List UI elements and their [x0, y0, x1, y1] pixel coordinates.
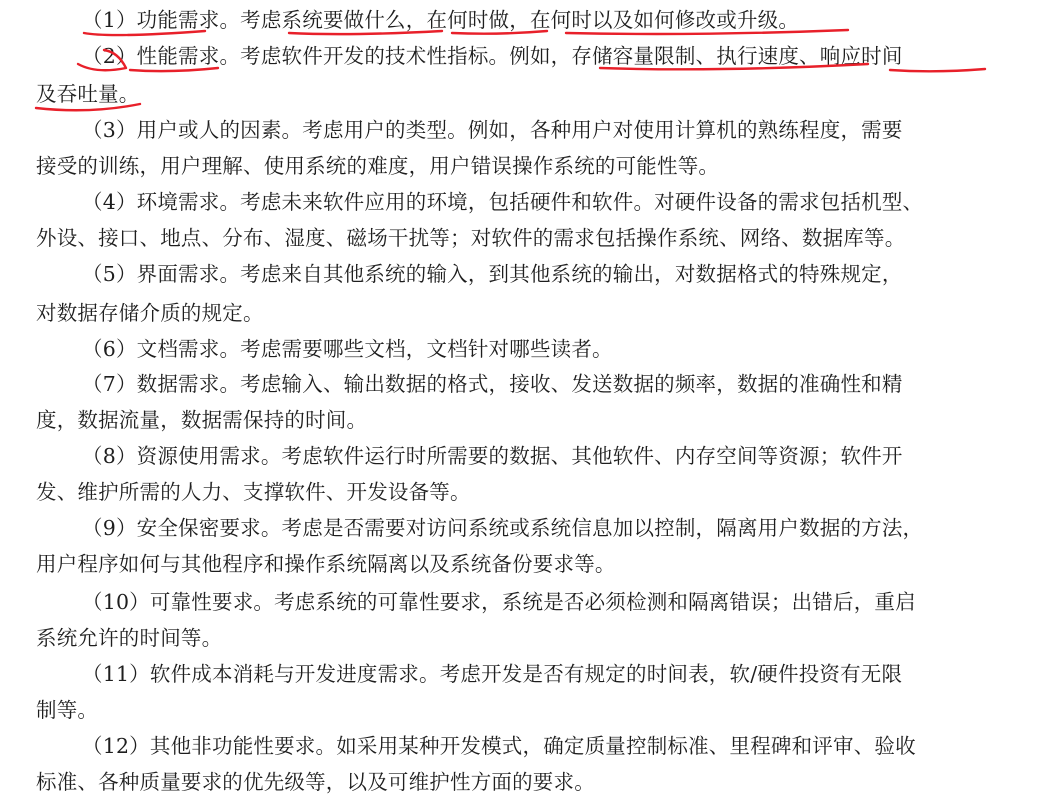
underline-p2-throughput	[36, 104, 140, 110]
paragraph-12-number: （12）	[82, 734, 150, 758]
paragraph-8-text-line-1: 资源使用需求。考虑软件运行时所需要的数据、其他软件、内存空间等资源；软件开	[136, 444, 903, 468]
paragraph-12-text-line-1: 其他非功能性要求。如采用某种开发模式，确定质量控制标准、里程碑和评审、验收	[149, 734, 916, 758]
paragraph-7-number: （7）	[82, 372, 137, 396]
paragraph-5-text-line-2: 对数据存储介质的规定。	[36, 301, 264, 325]
paragraph-4-text-line-1: 环境需求。考虑未来软件应用的环境，包括硬件和软件。对硬件设备的需求包括机型、	[136, 190, 924, 214]
underline-p1-how	[566, 30, 848, 34]
paragraph-6-number: （6）	[82, 337, 137, 361]
paragraph-3-text-line-2: 接受的训练，用户理解、使用系统的难度，用户错误操作系统的可能性等。	[36, 154, 720, 178]
paragraph-11-text-line-2: 制等。	[36, 698, 99, 722]
underline-p2-number	[78, 50, 126, 70]
paragraph-7-text-line-2: 度，数据流量，数据需保持的时间。	[36, 408, 368, 432]
paragraph-10-text-line-2: 系统允许的时间等。	[36, 626, 223, 650]
paragraph-9-number: （9）	[82, 516, 137, 540]
underline-p1-number	[84, 31, 205, 35]
paragraph-11-number: （11）	[82, 662, 150, 686]
paragraph-7-text-line-1: 数据需求。考虑输入、输出数据的格式，接收、发送数据的频率，数据的准确性和精	[136, 372, 903, 396]
paragraph-8-text-line-2: 发、维护所需的人力、支撑软件、开发设备等。	[36, 480, 471, 504]
paragraph-10-text-line-1: 可靠性要求。考虑系统的可靠性要求，系统是否必须检测和隔离错误；出错后，重启	[149, 590, 916, 614]
paragraph-5-text-line-1: 界面需求。考虑来自其他系统的输入，到其他系统的输出，对数据格式的特殊规定，	[136, 262, 903, 286]
paragraph-11-text-line-1: 软件成本消耗与开发进度需求。考虑开发是否有规定的时间表，软/硬件投资有无限	[149, 662, 903, 686]
paragraph-1-text: 功能需求。考虑系统要做什么，在何时做，在何时以及如何修改或升级。	[136, 8, 800, 32]
paragraph-4-number: （4）	[82, 190, 137, 214]
paragraph-4-text-line-2: 外设、接口、地点、分布、湿度、磁场干扰等；对软件的需求包括操作系统、网络、数据库等。	[36, 226, 906, 250]
paragraph-2-text-line-2: 及吞吐量。	[36, 82, 140, 106]
paragraph-12-text-line-2: 标准、各种质量要求的优先级等，以及可维护性方面的要求。	[36, 770, 595, 794]
paragraph-1-number: （1）	[82, 8, 137, 32]
paragraph-2-text-line-1: 性能需求。考虑软件开发的技术性指标。例如，存储容量限制、执行速度、响应时间	[136, 44, 903, 68]
paragraph-8-number: （8）	[82, 444, 137, 468]
underline-p1-when	[452, 31, 547, 34]
underline-p2-storage	[600, 64, 868, 69]
paragraph-5-number: （5）	[82, 262, 137, 286]
paragraph-10-number: （10）	[82, 590, 150, 614]
paragraph-9-text-line-1: 安全保密要求。考虑是否需要对访问系统或系统信息加以控制，隔离用户数据的方法，	[136, 516, 924, 540]
underline-p1-what	[289, 31, 442, 34]
paragraph-6-text: 文档需求。考虑需要哪些文档，文档针对哪些读者。	[136, 337, 613, 361]
underline-p2-response	[890, 69, 985, 71]
paragraph-3-number: （3）	[82, 118, 137, 142]
paragraph-2-number: （2）	[82, 44, 137, 68]
underline-p2-perf	[130, 68, 218, 71]
paragraph-3-text-line-1: 用户或人的因素。考虑用户的类型。例如，各种用户对使用计算机的熟练程度，需要	[136, 118, 903, 142]
paragraph-9-text-line-2: 用户程序如何与其他程序和操作系统隔离以及系统备份要求等。	[36, 552, 616, 576]
